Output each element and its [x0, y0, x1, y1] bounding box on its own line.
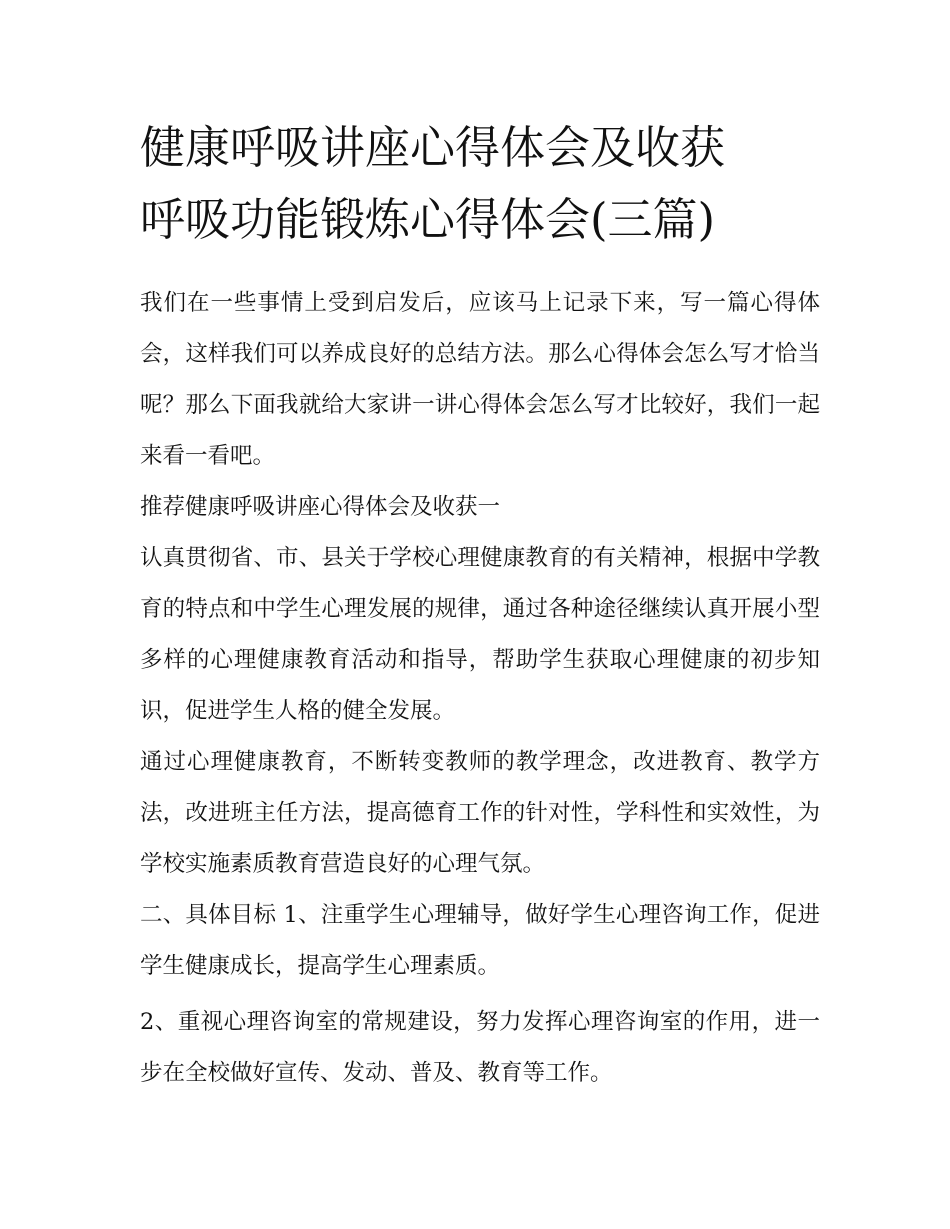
- title-line-1: 健康呼吸讲座心得体会及收获: [140, 121, 726, 174]
- document-page: [140, 112, 820, 1099]
- title-line-2: 呼吸功能锻炼心得体会(三篇): [140, 193, 716, 246]
- body-paragraph: 二、具体目标 1、注重学生心理辅导，做好学生心理咨询工作，促进学生健康成长，提高学生心理素质。: [140, 902, 820, 979]
- body-paragraph: 通过心理健康教育，不断转变教师的教学理念，改进教育、教学方法，改进班主任方法，提高德育工作的针对性，学科性和实效性，为学校实施素质教育营造良好的心理气氛。: [140, 749, 820, 877]
- body-paragraph: 2、重视心理咨询室的常规建设，努力发挥心理咨询室的作用，进一步在全校做好宣传、发动、普及、教育等工作。: [140, 1009, 820, 1086]
- intro-paragraph: 我们在一些事情上受到启发后，应该马上记录下来，写一篇心得体会，这样我们可以养成良好的总结方法。那么心得体会怎么写才恰当呢？那么下面我就给大家讲一讲心得体会怎么写才比较好，我们一起来看一看吧。: [140, 290, 820, 469]
- section-heading: 推荐健康呼吸讲座心得体会及收获一: [140, 494, 501, 520]
- document-title: [140, 112, 820, 256]
- body-paragraph: 认真贯彻省、市、县关于学校心理健康教育的有关精神，根据中学教育的特点和中学生心理发展的规律，通过各种途径继续认真开展小型多样的心理健康教育活动和指导，帮助学生获取心理健康的初步知识，促进学生人格的健全发展。: [140, 545, 820, 724]
